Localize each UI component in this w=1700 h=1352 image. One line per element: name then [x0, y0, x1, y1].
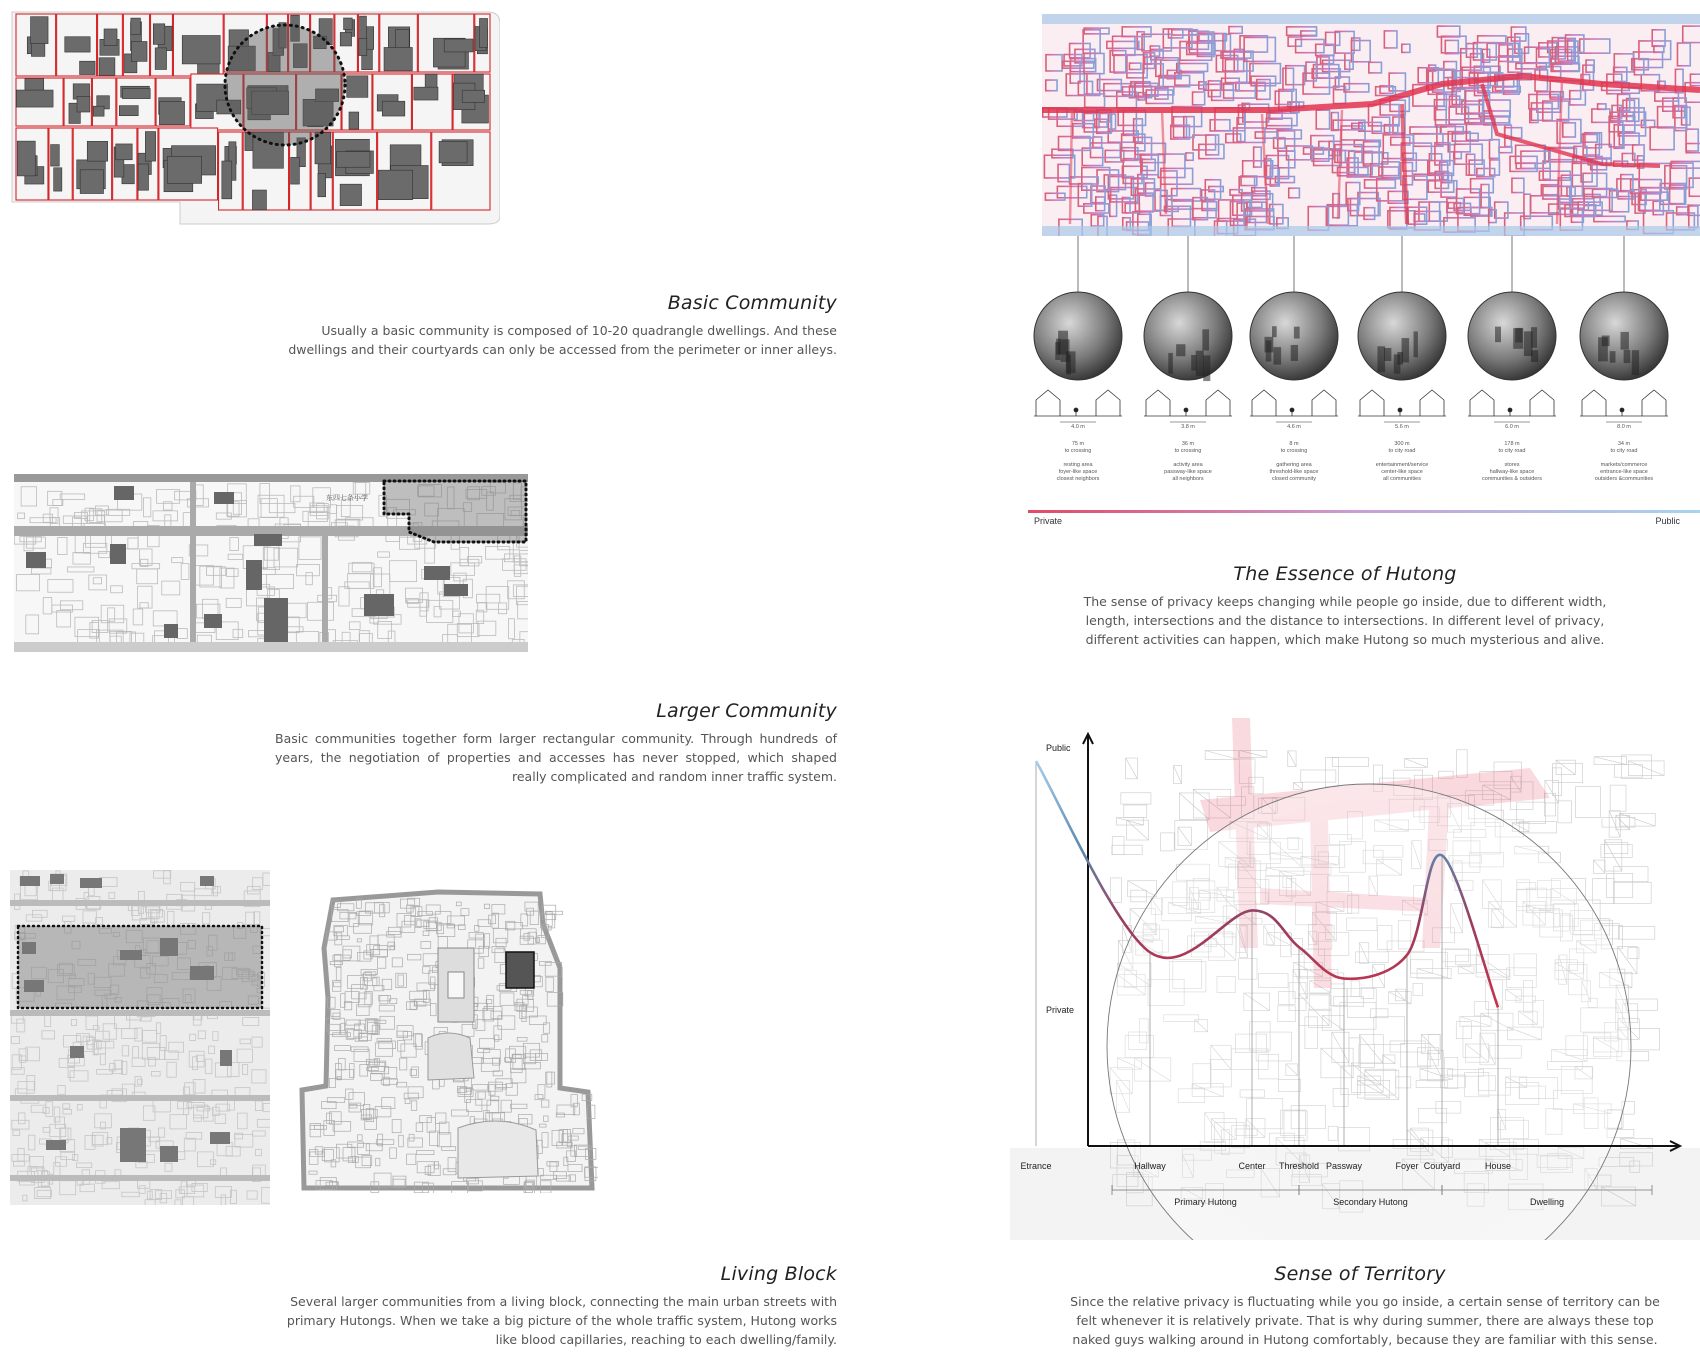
group-label: Primary Hutong [1174, 1197, 1237, 1207]
section-activity: closed community [1271, 476, 1317, 482]
section-width: 6.0 m [1505, 424, 1519, 430]
group-label: Dwelling [1529, 1197, 1565, 1207]
hutong-section [1580, 236, 1668, 482]
section-distance-note: to crossing [1280, 448, 1308, 454]
section-distance: 75 m [1071, 441, 1085, 447]
street-elevation [1468, 390, 1556, 422]
section-activity: center-like space [1381, 469, 1423, 475]
essence-title: The Essence of Hutong [1233, 563, 1457, 585]
section-activity: stores [1504, 462, 1520, 468]
section-activity: passway-like space [1164, 469, 1212, 475]
city-map [298, 888, 598, 1193]
y-label-private: Private [1046, 1005, 1075, 1015]
section-distance-note: to city road [1610, 448, 1638, 454]
stage-label: Etrance [1020, 1161, 1052, 1171]
larger-community-body: Basic communities together form larger rectangular community. Through hundreds of years, the negotiation of properties and accesses has never stopped, which shaped really complicated and random inner traffic system. [275, 731, 837, 784]
hutong-privacy-map [1042, 14, 1700, 236]
section-activity: markets/commerce [1600, 462, 1648, 468]
section-activity: all communities [1383, 476, 1421, 482]
street-elevation [1358, 390, 1446, 422]
stage-label: Coutyard [1423, 1161, 1461, 1171]
larger-map-label: 东四七条小学 [326, 494, 368, 502]
stage-label: Hallway [1134, 1161, 1166, 1171]
section-distance-note: to city road [1388, 448, 1416, 454]
street-elevation [1034, 390, 1122, 422]
scale-public-label: Public [1655, 516, 1680, 526]
section-distance: 178 m [1504, 441, 1520, 447]
living-block-highlight [18, 926, 262, 1008]
section-activity: entrance-like space [1600, 469, 1648, 475]
hutong-photo [1144, 292, 1232, 381]
stage-label: Threshold [1278, 1161, 1320, 1171]
hutong-section [1144, 236, 1232, 482]
scale-private-label: Private [1034, 516, 1063, 526]
section-distance: 300 m [1394, 441, 1410, 447]
y-label-public: Public [1046, 743, 1071, 753]
stage-label: Center [1238, 1161, 1266, 1171]
hutong-section [1358, 236, 1446, 482]
section-activity: outsiders &communities [1594, 476, 1654, 482]
territory-body: Since the relative privacy is fluctuating while you go inside, a certain sense of territory can be felt whenever it is relatively private. That is why during summer, there are always these top naked guys walking around in Hutong comfortably, because they are familiar with this sense. [1070, 1294, 1660, 1347]
section-distance-note: to crossing [1174, 448, 1202, 454]
section-width: 4.0 m [1071, 424, 1085, 430]
section-distance-note: to city road [1498, 448, 1526, 454]
territory-title: Sense of Territory [1274, 1263, 1446, 1285]
section-activity: closest neighbors [1056, 476, 1100, 482]
basic-community-title: Basic Community [667, 292, 837, 314]
hutong-photo [1468, 292, 1556, 380]
section-activity: gathering area [1276, 462, 1312, 468]
section-activity: entertainment/service [1375, 462, 1429, 468]
section-activity: hallway-like space [1489, 469, 1535, 475]
section-distance-note: to crossing [1064, 448, 1092, 454]
stage-label: Passway [1325, 1161, 1363, 1171]
hutong-photo [1034, 292, 1122, 380]
basic-community-map [10, 10, 500, 230]
section-width: 5.6 m [1395, 424, 1409, 430]
larger-community-title: Larger Community [656, 700, 837, 722]
hutong-photo [1250, 292, 1338, 380]
section-distance: 34 m [1617, 441, 1631, 447]
living-block-body: Several larger communities from a living block, connecting the main urban streets with primary Hutongs. When we take a big picture of the whole traffic system, Hutong works like blood capillaries, reaching to each dwelling/family. [286, 1294, 837, 1347]
privacy-scale-bar [1028, 510, 1700, 513]
larger-community-map [14, 474, 528, 652]
group-label: Secondary Hutong [1333, 1197, 1408, 1207]
section-distance: 8 m [1289, 441, 1299, 447]
section-activity: foyer-like space [1058, 469, 1098, 475]
hutong-photo [1358, 292, 1446, 380]
living-block-map [10, 870, 270, 1205]
section-activity: activity area [1173, 462, 1203, 468]
section-activity: all neighbors [1172, 476, 1204, 482]
hutong-section [1034, 236, 1122, 482]
stage-label: House [1484, 1161, 1512, 1171]
section-activity: threshold-like space [1269, 469, 1319, 475]
hutong-sections [1028, 236, 1700, 526]
section-activity: communities & outsiders [1482, 476, 1542, 482]
basic-community-body: Usually a basic community is composed of 10-20 quadrangle dwellings. And these dwellings and their courtyards can only be accessed from the perimeter or inner alleys. [288, 323, 837, 357]
section-distance: 36 m [1181, 441, 1195, 447]
section-width: 4.6 m [1287, 424, 1301, 430]
basic-community-highlight [225, 25, 345, 145]
section-width: 3.8 m [1181, 424, 1195, 430]
city-map-highlight [506, 952, 534, 988]
hutong-section [1250, 236, 1338, 482]
street-elevation [1580, 390, 1668, 422]
section-width: 8.0 m [1617, 424, 1631, 430]
section-activity: resting area [1063, 462, 1093, 468]
street-elevation [1250, 390, 1338, 422]
stage-label: Foyer [1395, 1161, 1419, 1171]
territory-chart [1010, 708, 1700, 1240]
essence-body: The sense of privacy keeps changing while people go inside, due to different width, length, intersections and the distance to intersections. In different level of privacy, different activities can happen, which make Hutong so much mysterious and alive. [1083, 594, 1607, 647]
living-block-title: Living Block [720, 1263, 837, 1285]
hutong-section [1468, 236, 1556, 482]
hutong-photo [1580, 292, 1668, 380]
street-elevation [1144, 390, 1232, 422]
